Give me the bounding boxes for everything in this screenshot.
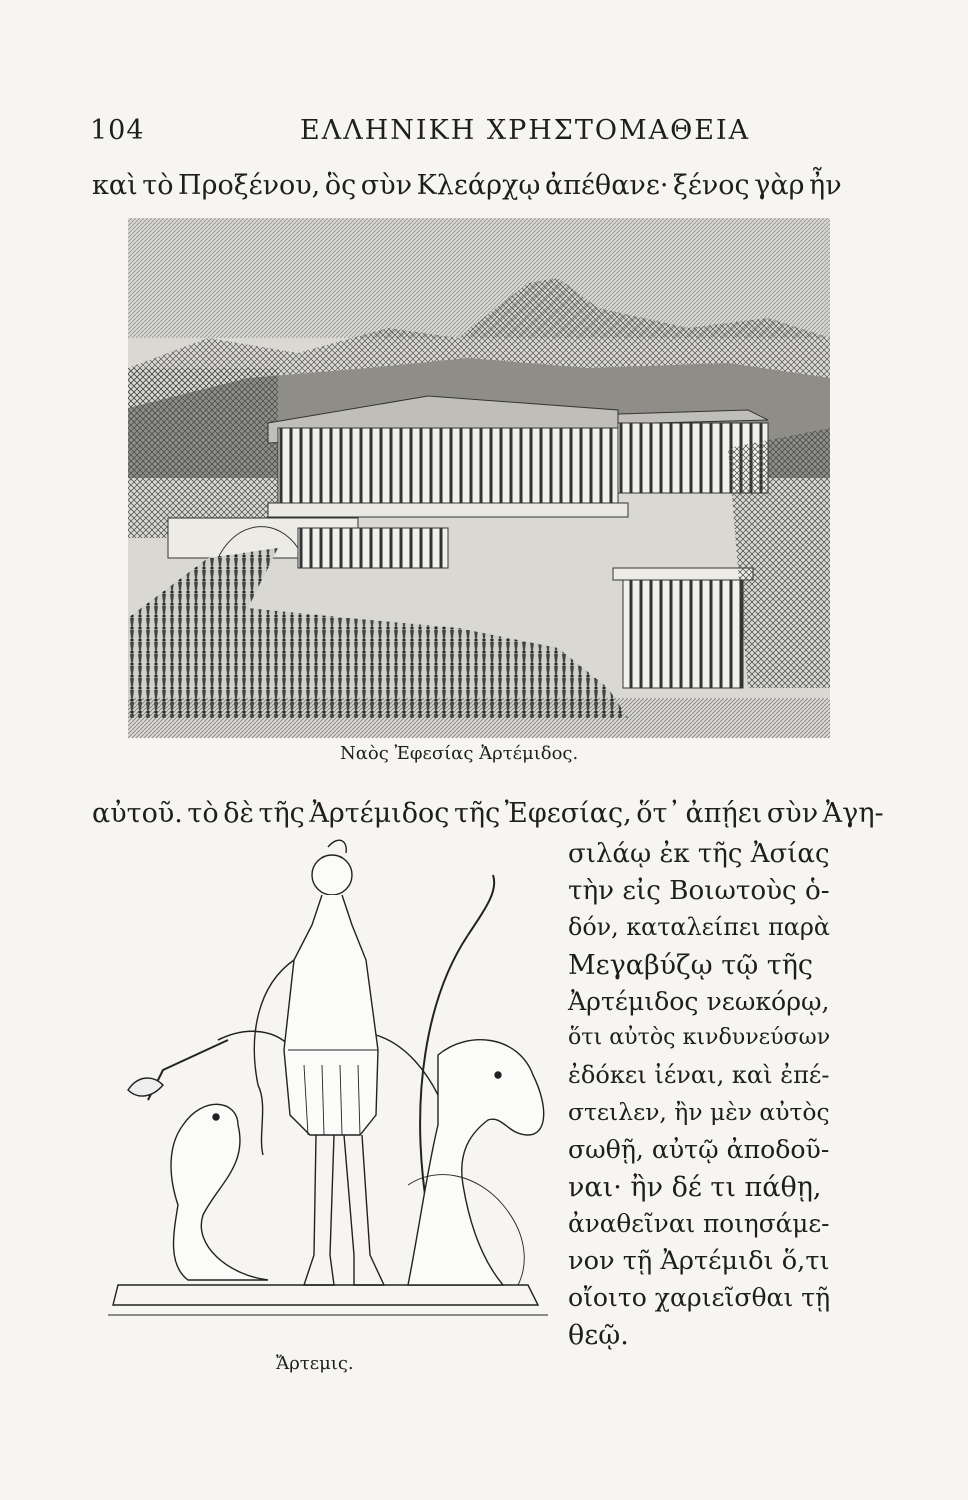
column-line-text: στειλεν, ἢν μὲν αὐτὸς [568,1098,830,1126]
column-line-text: ναι· ἢν δέ τι πάθῃ, [568,1172,822,1203]
column-line-text: σωθῇ, αὐτῷ ἀποδοῦ- [568,1135,830,1164]
page-number: 104 [90,115,145,146]
column-line-text: ἐδόκει ἰέναι, καὶ ἐπέ- [568,1061,830,1089]
column-line-12 [568,1246,830,1276]
column-line-text: οἴοιτο χαριεῖσθαι τῇ [568,1283,831,1312]
column-line-14 [568,1320,830,1351]
running-title: ΕΛΛΗΝΙΚΗ ΧΡΗΣΤΟΜΑΘΕΙΑ [300,115,751,146]
column-line-text: ἀναθεῖναι ποιησάμε- [568,1209,830,1238]
column-line-4 [568,950,830,981]
column-line-text: ὅτι αὐτὸς κινδυνεύσων [568,1024,831,1050]
artemis-statue-drawing [108,835,558,1335]
text-line-1: καὶ τὸ Προξένου, ὃς σὺν Κλεάρχῳ ἀπέθανε· ξένος γὰρ ἦν [92,170,842,201]
column-line-3 [568,913,830,941]
column-line-9 [568,1135,830,1164]
text-line-2: αὐτοῦ. τὸ δὲ τῆς Ἀρτέμιδος τῆς Ἐφεσίας, ὅτ᾽ ἀπῄει σὺν Ἀγη- [92,798,884,829]
column-line-13 [568,1283,830,1312]
column-line-1 [568,839,830,869]
column-line-5 [568,987,830,1016]
artemis-figure-caption: Ἄρτεμις. [276,1353,354,1374]
column-line-text: δόν, καταλείπει παρὰ [568,913,830,941]
column-line-11 [568,1209,830,1238]
temple-figure-caption: Ναὸς Ἐφεσίας Ἀρτέμιδος. [340,743,579,764]
temple-of-artemis-engraving [128,218,830,738]
column-line-2 [568,876,830,906]
column-line-text: Ἀρτέμιδος νεωκόρῳ, [568,987,830,1016]
column-line-text: θεῷ. [568,1320,629,1351]
column-line-10 [568,1172,830,1203]
column-line-text: Μεγαβύζῳ τῷ τῆς [568,950,814,981]
column-line-6 [568,1024,830,1050]
column-line-text: τὴν εἰς Βοιωτοὺς ὁ- [568,876,830,906]
column-line-text: νον τῇ Ἀρτέμιδι ὅ,τι [568,1246,830,1276]
column-line-7 [568,1061,830,1089]
column-line-text: σιλάῳ ἐκ τῆς Ἀσίας [568,839,830,869]
column-line-8 [568,1098,830,1126]
